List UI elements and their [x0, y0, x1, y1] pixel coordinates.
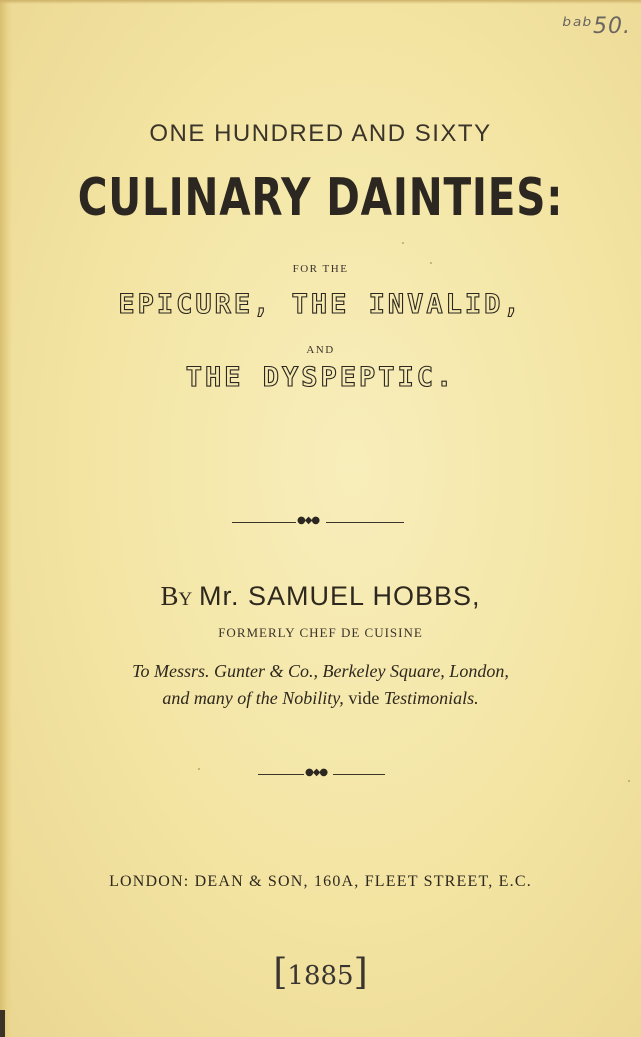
divider-2-left-rule	[258, 774, 304, 775]
paper-speck	[628, 780, 630, 782]
for-the-label: FOR THE	[292, 263, 349, 275]
and-label: AND	[306, 344, 335, 356]
title-main: CULINARY DAINTIES:	[77, 168, 564, 228]
dedication-testimonials: Testimonials.	[383, 688, 479, 708]
imprint: LONDON: DEAN & SON, 160A, FLEET STREET, E.C.	[109, 873, 532, 890]
date-close-bracket: ]	[353, 952, 368, 993]
paper-speck	[430, 262, 432, 264]
divider-2-right-rule	[333, 774, 385, 775]
title-top-line: ONE HUNDRED AND SIXTY	[149, 120, 492, 147]
date-text: 1885	[287, 961, 354, 991]
dedication-line-1: To Messrs. Gunter & Co., Berkeley Square, London,	[132, 661, 509, 681]
shelf-mark: ᵇᵃᵇ50.	[562, 14, 631, 39]
date-open-bracket: [	[273, 952, 288, 993]
author-by: By	[160, 581, 193, 611]
dedication-line-2	[0, 688, 641, 709]
paper-speck	[402, 242, 404, 244]
subject-line-1: EPICURE, THE INVALID,	[118, 289, 523, 320]
author-formerly: FORMERLY CHEF DE CUISINE	[218, 625, 423, 640]
dedication-vide: vide	[348, 688, 380, 708]
paper-speck	[198, 768, 200, 770]
subject-line-2: THE DYSPEPTIC.	[185, 362, 456, 393]
page-top-edge-shadow	[0, 0, 641, 4]
divider-1-ornament: ●◆●	[297, 515, 320, 526]
dedication-nobility: and many of the Nobility,	[162, 688, 344, 708]
author-name: Mr. SAMUEL HOBBS,	[198, 581, 481, 611]
divider-1-right-rule	[326, 522, 404, 523]
divider-1-left-rule	[232, 522, 296, 523]
binding-mark	[0, 1010, 5, 1037]
date-mark	[0, 952, 641, 993]
divider-2-ornament: ●◆●	[305, 767, 328, 778]
author-line	[0, 581, 641, 612]
